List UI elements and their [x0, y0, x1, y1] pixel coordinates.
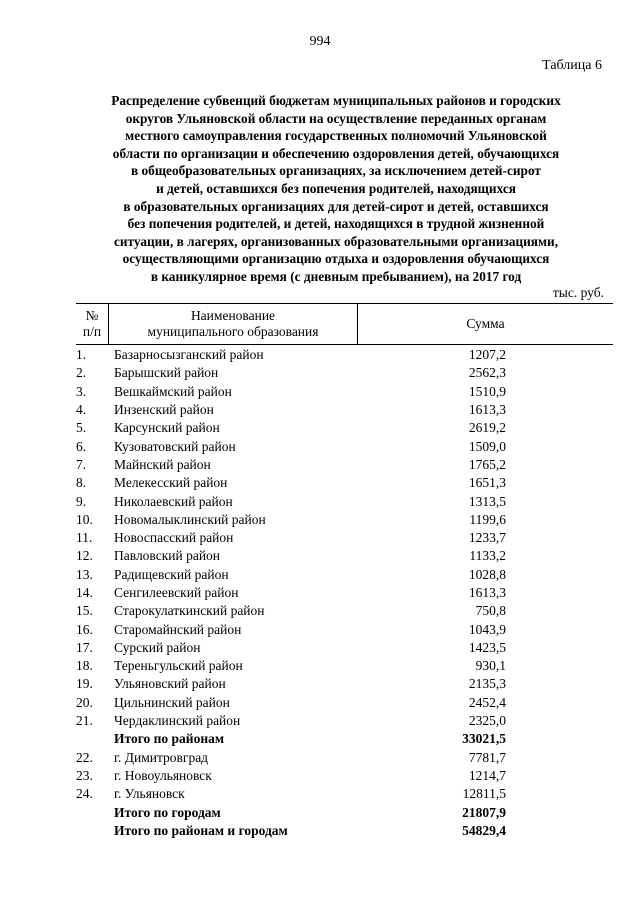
header-name: [109, 304, 358, 344]
table-row: [76, 437, 613, 455]
table-row: [76, 474, 613, 492]
title-line: осуществляющими организацию отдыха и оздоровления обучающихся: [122, 251, 550, 267]
row-sum: 1765,2: [468, 456, 506, 472]
row-name: Радищевский район: [114, 566, 229, 582]
row-sum: 1199,6: [469, 511, 506, 527]
row-name: Майнский район: [114, 456, 211, 472]
row-number: 18.: [76, 658, 93, 674]
row-sum: 2619,2: [468, 420, 506, 436]
row-name: Итого по городам: [114, 804, 221, 820]
table-row: [76, 511, 613, 529]
row-number: 13.: [76, 566, 93, 582]
row-name: Новомалыклинский район: [114, 511, 266, 527]
row-number: 23.: [76, 767, 93, 783]
row-sum: 1651,3: [468, 475, 506, 491]
row-sum: 1207,2: [468, 347, 506, 363]
table-row: [76, 419, 613, 437]
row-sum: 2452,4: [468, 694, 506, 710]
title-line: в каникулярное время (с дневным пребыванием), на 2017 год: [150, 268, 522, 284]
row-number: 22.: [76, 749, 93, 765]
title-line: в образовательных организациях для детей-сирот и детей, оставшихся: [123, 198, 549, 214]
title-line: без попечения родителей, и детей, находящихся в трудной жизненной: [127, 216, 545, 232]
row-number: 19.: [76, 676, 93, 692]
row-number: 12.: [76, 548, 93, 564]
row-number: 5.: [76, 420, 87, 436]
row-name: Карсунский район: [114, 420, 220, 436]
header-sum: [358, 304, 613, 344]
row-sum: 7781,7: [468, 749, 506, 765]
row-number: 4.: [76, 402, 87, 418]
row-number: 2.: [76, 365, 87, 381]
table-row: [76, 657, 613, 675]
row-number: 1.: [76, 347, 87, 363]
units-label: тыс. руб.: [552, 285, 604, 300]
table-row: [76, 364, 613, 382]
row-number: 21.: [76, 713, 93, 729]
row-number: 8.: [76, 475, 87, 491]
table-header: [76, 303, 613, 345]
row-name: Чердаклинский район: [114, 713, 241, 729]
table-row: [76, 492, 613, 510]
table-row: [76, 602, 613, 620]
row-name: Сенгилеевский район: [114, 585, 239, 600]
table-row: [76, 694, 613, 712]
row-name: Базарносызганский район: [114, 347, 264, 363]
row-sum: 1613,3: [468, 585, 506, 600]
row-sum: 2325,0: [468, 713, 506, 729]
table-row: [76, 346, 613, 364]
row-number: 7.: [76, 456, 87, 472]
row-name: Ульяновский район: [114, 676, 226, 692]
row-sum: 1214,7: [468, 767, 506, 783]
title-line: области по организации и обеспечению оздоровления детей, обучающихся: [112, 145, 560, 161]
row-number: 9.: [76, 493, 87, 509]
row-sum: 1233,7: [468, 530, 506, 546]
row-number: 3.: [76, 383, 87, 399]
table-row: [76, 584, 613, 602]
row-name: Барышский район: [114, 365, 219, 381]
row-number: 14.: [76, 585, 93, 600]
page-number: 994: [309, 34, 331, 49]
row-sum: 33021,5: [462, 731, 506, 747]
table-total-row: [76, 730, 613, 748]
table-row: [76, 547, 613, 565]
row-number: 10.: [76, 511, 93, 527]
title-line: и детей, оставшихся без попечения родителей, находящихся: [156, 180, 516, 196]
subsidy-table: [76, 303, 613, 840]
row-number: 16.: [76, 621, 93, 637]
document-title: [60, 92, 612, 286]
row-sum: 2562,3: [468, 365, 506, 381]
row-sum: 1043,9: [468, 621, 506, 637]
row-name: г. Новоульяновск: [114, 767, 212, 783]
header-number-line2: п/п: [82, 324, 102, 339]
table-row: [76, 383, 613, 401]
table-row: [76, 639, 613, 657]
title-line: ситуации, в лагерях, организованных образовательными организациями,: [113, 233, 559, 249]
row-name: Павловский район: [114, 548, 221, 564]
row-sum: 12811,5: [462, 786, 506, 802]
row-sum: 54829,4: [462, 822, 506, 838]
title-line: Распределение субвенций бюджетам муниципальных районов и городских: [111, 93, 561, 108]
row-number: 17.: [76, 639, 93, 655]
row-name: г. Ульяновск: [114, 786, 185, 802]
row-sum: 1133,2: [469, 548, 506, 564]
table-row: [76, 529, 613, 547]
table-row: [76, 712, 613, 730]
row-name: Итого по районам и городам: [114, 822, 288, 838]
table-row: [76, 456, 613, 474]
table-row: [76, 620, 613, 638]
header-number: [76, 304, 109, 344]
title-line: округов Ульяновской области на осуществление переданных органам: [125, 110, 547, 126]
header-number-line1: №: [85, 308, 99, 323]
row-sum: 1028,8: [468, 566, 506, 582]
row-name: Цильнинский район: [114, 694, 230, 710]
row-name: Новоспасский район: [114, 530, 234, 546]
row-sum: 750,8: [475, 603, 506, 619]
row-number: 6.: [76, 438, 87, 454]
row-sum: 1613,3: [468, 402, 506, 418]
row-name: г. Димитровград: [114, 749, 209, 765]
row-name: Тереньгульский район: [114, 658, 243, 674]
title-line: местного самоуправления государственных полномочий Ульяновской: [125, 128, 547, 144]
table-row: [76, 767, 613, 785]
row-name: Итого по районам: [114, 731, 225, 747]
table-body: [76, 345, 613, 840]
row-sum: 2135,3: [468, 676, 506, 692]
row-number: 20.: [76, 694, 93, 710]
table-row: [76, 749, 613, 767]
row-name: Инзенский район: [114, 402, 214, 418]
row-name: Кузоватовский район: [114, 438, 236, 454]
row-sum: 21807,9: [462, 804, 506, 820]
row-sum: 930,1: [475, 658, 506, 674]
table-label: Таблица 6: [542, 58, 602, 73]
table-total-row: [76, 822, 613, 840]
row-name: Мелекесский район: [114, 475, 228, 491]
header-name-line2: муниципального образования: [147, 324, 319, 339]
row-sum: 1509,0: [468, 438, 506, 454]
table-row: [76, 785, 613, 803]
title-line: в общеобразовательных организациях, за исключением детей-сирот: [131, 163, 541, 179]
table-row: [76, 401, 613, 419]
row-name: Вешкаймский район: [114, 383, 232, 399]
table-row: [76, 566, 613, 584]
row-number: 11.: [76, 530, 93, 546]
row-number: 15.: [76, 603, 93, 619]
row-sum: 1423,5: [468, 639, 506, 655]
row-name: Старомайнский район: [114, 621, 242, 637]
row-sum: 1510,9: [468, 383, 506, 399]
header-sum-label: Сумма: [466, 316, 505, 331]
row-sum: 1313,5: [468, 493, 506, 509]
table-total-row: [76, 803, 613, 821]
row-name: Николаевский район: [114, 493, 233, 509]
row-number: 24.: [76, 786, 93, 802]
header-name-line1: Наименование: [190, 308, 276, 323]
row-name: Сурский район: [114, 639, 201, 655]
row-name: Старокулаткинский район: [114, 603, 265, 619]
table-row: [76, 675, 613, 693]
